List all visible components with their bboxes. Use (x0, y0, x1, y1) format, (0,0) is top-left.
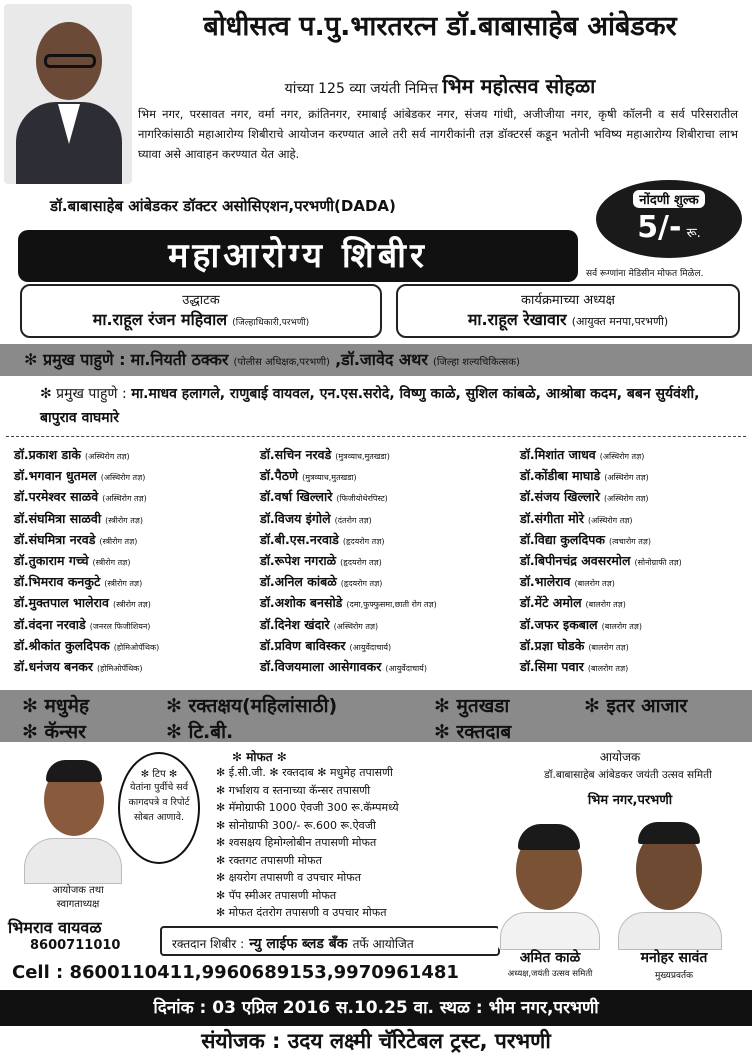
doctor-specialty: (त्वचारोग तज्ञ) (608, 536, 652, 546)
doctor-specialty: (अस्थिरोग तज्ञ) (599, 452, 645, 461)
chief-guests-label: ✻ प्रमुख पाहुणे : (24, 350, 126, 369)
doctor-name: डॉ.जफर इकबाल (520, 616, 598, 632)
doctor-specialty: (होमिओपॅथिक) (113, 642, 160, 652)
doctor-name: डॉ.विजय इंगोले (260, 510, 331, 526)
chief-guest-1-role: (पोलीस अधिक्षक,परभणी) (233, 357, 330, 368)
doctor-name: डॉ.भगवान धुतमल (14, 468, 97, 484)
doctor-specialty: (आयुर्वेदाचार्य) (385, 664, 427, 673)
disease-2: ✻ रक्तक्षय(महिलांसाठी) (166, 695, 338, 717)
doctor-entry (260, 488, 388, 505)
doctor-entry (520, 531, 651, 548)
doctor-name: डॉ.बिपीनचंद्र अवसरमोल (520, 553, 631, 568)
doctor-specialty: (अस्थिरोग तज्ञ) (102, 494, 147, 504)
organizer-right-committee: डॉ.बाबासाहेब आंबेडकर जयंती उत्सव समिती (544, 769, 712, 781)
organizer-right-place: भिम नगर,परभणी (587, 793, 673, 808)
doctor-name: डॉ.प्रविण बाविस्कर (260, 637, 346, 653)
doctor-entry (14, 573, 142, 590)
organizer-left-photo (18, 756, 128, 884)
doctor-entry (520, 446, 644, 463)
disease-5: ✻ कॅन्सर (22, 721, 86, 743)
cell-numbers: Cell : 8600110411,9960689153,9970961481 (12, 962, 459, 983)
doctor-specialty: (हृदयरोग तज्ञ) (340, 558, 382, 567)
doctor-specialty: (बालरोग तज्ञ) (574, 579, 615, 589)
free-service-item: ✻ पॅप स्मीअर तपासणी मोफत (216, 888, 337, 902)
doctor-specialty: (हृदयरोग तज्ञ) (340, 579, 383, 589)
note-circle (118, 752, 200, 864)
doctor-entry (260, 616, 378, 633)
free-service-item: ✻ रक्तगट तपासणी मोफत (216, 853, 322, 867)
doctor-specialty: (मुत्रव्याध,मुतखडा) (302, 473, 357, 483)
doctor-entry (260, 446, 390, 463)
inaugurator-label: उद्धाटक (182, 293, 220, 308)
doctor-specialty: (बालरोग तज्ञ) (588, 642, 629, 652)
doctor-specialty: (मुत्रव्याध,मुतखडा) (335, 452, 390, 461)
doctor-specialty: (स्त्रीरोग तज्ञ) (104, 579, 143, 589)
chief-guest-2-role: (जिल्हा शल्यचिकित्सक) (433, 357, 520, 368)
doctor-name: डॉ.विद्या कुलदिपक (520, 531, 605, 547)
doctor-specialty: (दंतरोग तज्ञ) (334, 515, 372, 525)
disease-6: ✻ टि.बी. (166, 721, 234, 743)
doctor-specialty: (बालरोग तज्ञ) (587, 664, 629, 673)
fee-badge (596, 180, 742, 258)
doctor-name: डॉ.संगीता मोरे (520, 510, 584, 526)
doctor-name: डॉ.संघमित्रा साळवी (14, 510, 102, 526)
organizer-left-caption: आयोजक तथा स्वागताध्यक्ष (52, 885, 104, 910)
blood-suffix: तर्फे आयोजित (352, 937, 414, 951)
doctor-name: डॉ.वर्षा खिल्लारे (260, 489, 333, 505)
doctor-name: डॉ.बी.एस.नरवाडे (260, 531, 339, 547)
free-service-item: ✻ सोनोग्राफी 300/- रू.600 रू.ऐवजी (216, 818, 376, 832)
president-label: कार्यक्रमाच्या अध्यक्ष (521, 293, 615, 308)
doctor-entry (14, 552, 130, 569)
doctor-entry (520, 467, 649, 484)
disease-3: ✻ मुतखडा (434, 695, 510, 717)
doctor-entry (260, 658, 427, 675)
free-service-item: ✻ गर्भाशय व स्तनाच्या कॅन्सर तपासणी (216, 783, 371, 797)
organizer-right-label: आयोजक (599, 750, 641, 764)
fee-amount: 5/- (637, 210, 682, 245)
person1-name: अमित काळे (519, 950, 581, 966)
main-title: बोधीसत्व प.पु.भारतरत्न डॉ.बाबासाहेब आंबेडकर (203, 11, 677, 42)
fee-note: सर्व रूग्णांना मेडिसीन मोफत मिळेल. (586, 269, 704, 279)
blood-label: रक्तदान शिबीर : (172, 937, 245, 951)
doctor-entry (260, 467, 357, 484)
free-title: ✻ मोफत ✻ (232, 750, 287, 764)
doctor-specialty: (अस्थिरोग तज्ञ) (603, 494, 649, 504)
president-box (396, 284, 740, 338)
doctor-entry (260, 552, 382, 569)
inaugurator-name: मा.राहूल रंजन महिवाल (92, 310, 228, 329)
doctor-specialty: (स्त्रीरोग तज्ञ) (112, 600, 151, 610)
doctor-name: डॉ.प्रज्ञा घोडके (520, 637, 585, 653)
doctor-name: डॉ.विजयमाला आसेगावकर (260, 659, 382, 674)
blood-donation-box (160, 926, 500, 956)
organizer-left-name: भिमराव वायवळ (8, 918, 102, 937)
disease-4: ✻ इतर आजार (584, 695, 688, 717)
doctor-entry (14, 510, 143, 527)
inaugurator-role: (जिल्हाधिकारी,परभणी) (232, 318, 310, 328)
doctor-entry (14, 446, 130, 463)
person1-role: अध्यक्ष,जयंती उत्सव समिती (507, 969, 593, 979)
free-service-item: ✻ श्वसक्षय हिमोग्लोबीन तपासणी मोफत (216, 836, 377, 849)
subtitle-prefix: यांच्या 125 व्या जयंती निमित्त (284, 81, 438, 97)
doctor-specialty: (दमा,फुफ्फुसमा,छाती रोग तज्ञ) (346, 600, 437, 610)
convener: संयोजक : उदय लक्ष्मी चॅरिटेबल ट्रस्ट, परभणी (201, 1029, 551, 1053)
doctor-specialty: (फिजीयोथेरपिस्ट) (336, 494, 388, 504)
free-service-item: ✻ ई.सी.जी. ✻ रक्तदाब ✻ मधुमेह तपासणी (216, 766, 393, 779)
doctor-entry (520, 573, 615, 590)
doctor-entry (520, 552, 682, 569)
doctor-name: डॉ.वंदना नरवाडे (14, 616, 86, 632)
other-guests-names: मा.माधव हलागले, राणुबाई वायवल, एन.एस.सरोदे, विष्णु काळे, सुशिल कांबळे, आश्रोबा कदम, बबन सुर्यवंशी, बापुराव वाघमारे (40, 386, 700, 426)
doctor-entry (520, 637, 629, 654)
doctor-specialty: (आयुर्वेदाचार्य) (349, 642, 392, 652)
doctor-specialty: (स्त्रीरोग तज्ञ) (99, 536, 138, 546)
ambedkar-portrait (4, 4, 132, 184)
person2-name: मनोहर सावंत (640, 950, 708, 966)
doctor-entry (520, 594, 626, 611)
doctor-name: डॉ.सचिन नरवडे (260, 447, 332, 462)
free-service-item: ✻ मॅमोग्राफी 1000 ऐवजी 300 रू.कॅम्पमध्ये (216, 801, 399, 814)
doctor-specialty: (बालरोग तज्ञ) (601, 621, 643, 631)
doctor-entry (520, 616, 642, 633)
disease-1: ✻ मधुमेह (22, 695, 90, 717)
doctors-top-rule (6, 436, 746, 437)
doctor-specialty: (बालरोग तज्ञ) (585, 600, 626, 610)
doctor-entry (14, 531, 137, 548)
other-guests-label: ✻ प्रमुख पाहुणे : (40, 386, 127, 402)
president-role: (आयुक्त मनपा,परभणी) (571, 315, 669, 328)
doctor-specialty: (अस्थिरोग तज्ञ) (100, 473, 146, 483)
doctor-specialty: (अस्थिरोग तज्ञ) (604, 473, 649, 483)
doctor-entry (260, 594, 437, 611)
doctor-name: डॉ.कोंडीबा माघाडे (520, 468, 601, 484)
doctor-name: डॉ.पैठणे (260, 468, 299, 484)
doctor-entry (14, 594, 151, 611)
doctor-name: डॉ.सिमा पवार (520, 659, 584, 674)
camp-title: महाआरोग्य शिबीर (18, 230, 578, 282)
doctor-name: डॉ.अशोक बनसोडे (260, 595, 343, 611)
doctor-entry (14, 488, 147, 505)
doctor-specialty: (स्त्रीरोग तज्ञ) (92, 558, 131, 567)
doctor-name: डॉ.संघमित्रा नरवडे (14, 531, 96, 547)
doctor-name: डॉ.भिमराव कनकुटे (14, 574, 101, 590)
doctor-name: डॉ.प्रकाश डाके (14, 447, 82, 462)
inaugurator-box (20, 284, 382, 338)
other-guests (40, 382, 730, 430)
doctor-specialty: (होमिओपॅथिक) (96, 664, 143, 673)
organizer-left-phone: 8600711010 (30, 938, 121, 953)
free-service-item: ✻ मोफत दंतरोग तपासणी व उपचार मोफत (216, 906, 387, 919)
doctor-entry (260, 637, 391, 654)
doctor-name: डॉ.श्रीकांत कुलदिपक (14, 637, 110, 653)
doctor-name: डॉ.तुकाराम गच्चे (14, 553, 89, 568)
person1-photo (498, 816, 602, 950)
doctor-entry (260, 573, 382, 590)
doctor-name: डॉ.संजय खिल्लारे (520, 489, 600, 505)
doctor-entry (260, 510, 372, 527)
doctor-entry (14, 616, 150, 633)
note-text: येतांना पुर्वीचे सर्व कागदपत्रे व रिपोर्ट सोबत आणावे. (128, 782, 190, 823)
doctor-entry (520, 658, 628, 675)
doctor-specialty: (जनरल फिजीशियन) (89, 621, 151, 631)
blood-bank: न्यु लाईफ ब्लड बँक (249, 936, 348, 952)
doctor-name: डॉ.अनिल कांबळे (260, 574, 337, 590)
doctor-specialty: (सोनोग्राफी तज्ञ) (634, 558, 682, 567)
doctor-name: डॉ.मिशांत जाधव (520, 447, 596, 462)
doctor-name: डॉ.मेंटे अमोल (520, 595, 582, 611)
doctor-specialty: (अस्थिरोग तज्ञ) (333, 621, 379, 631)
doctor-specialty: (हृदयरोग तज्ञ) (342, 536, 385, 546)
fee-unit: रू. (686, 226, 701, 241)
date-venue-band: दिनांक : 03 एप्रिल 2016 स.10.25 वा. स्थळ : भीम नगर,परभणी (0, 990, 752, 1026)
doctor-name: डॉ.भालेराव (520, 574, 571, 590)
doctor-name: डॉ.धनंजय बनकर (14, 659, 93, 674)
doctor-entry (14, 637, 159, 654)
doctor-entry (14, 658, 142, 675)
doctor-name: डॉ.दिनेश खंदारे (260, 616, 330, 632)
free-service-item: ✻ क्षयरोग तपासणी व उपचार मोफत (216, 871, 362, 884)
doctor-name: डॉ.मुक्तपाल भालेराव (14, 595, 109, 611)
subtitle (160, 72, 720, 99)
description: भिम नगर, परसावत नगर, वर्मा नगर, क्रांतिनगर, रमाबाई आंबेडकर नगर, संजय गांधी, अजीजीया नगर, कृषी कॉलनी व सर्व परिसरातील नागरिकांसाठी महाआरोग्य शिबीराचे आयोजन करण्यात आले तरी सर्व नागरीकांनी तज्ञ डॉक्टरर्स कडून भतोनी भविष्य महाआरोग्य शिबीराचा लाभ घ्यावा असे आवाहन करण्यात येत आहे. (138, 107, 738, 161)
person2-photo (616, 816, 726, 950)
note-label: ✻ टिप ✻ (140, 769, 178, 780)
chief-guest-1: मा.नियती ठक्कर (130, 350, 229, 369)
doctor-specialty: (अस्थिरोग तज्ञ) (85, 452, 130, 461)
chief-guest-2: ,डॉ.जावेद अथर (335, 350, 428, 369)
doctor-entry (520, 510, 633, 527)
chief-guests-band (0, 344, 752, 376)
subtitle-event: भिम महोत्सव सोहळा (442, 74, 596, 98)
fee-label: नोंदणी शुल्क (633, 190, 704, 208)
person2-role: मुख्यप्रवर्तक (654, 971, 694, 981)
doctor-specialty: (अस्थिरोग तज्ञ) (587, 515, 633, 525)
doctor-name: डॉ.रूपेश नगराळे (260, 553, 337, 568)
doctor-specialty: (स्त्रीरोग तज्ञ) (105, 515, 144, 525)
doctor-entry (14, 467, 145, 484)
doctor-name: डॉ.परमेश्वर साळवे (14, 489, 99, 505)
disease-7: ✻ रक्तदाब (434, 721, 512, 743)
doctor-entry (260, 531, 384, 548)
association: डॉ.बाबासाहेब आंबेडकर डॉक्टर असोसिएशन,परभणी(DADA) (50, 197, 396, 215)
president-name: मा.राहूल रेखावार (467, 310, 567, 329)
doctor-entry (520, 488, 649, 505)
